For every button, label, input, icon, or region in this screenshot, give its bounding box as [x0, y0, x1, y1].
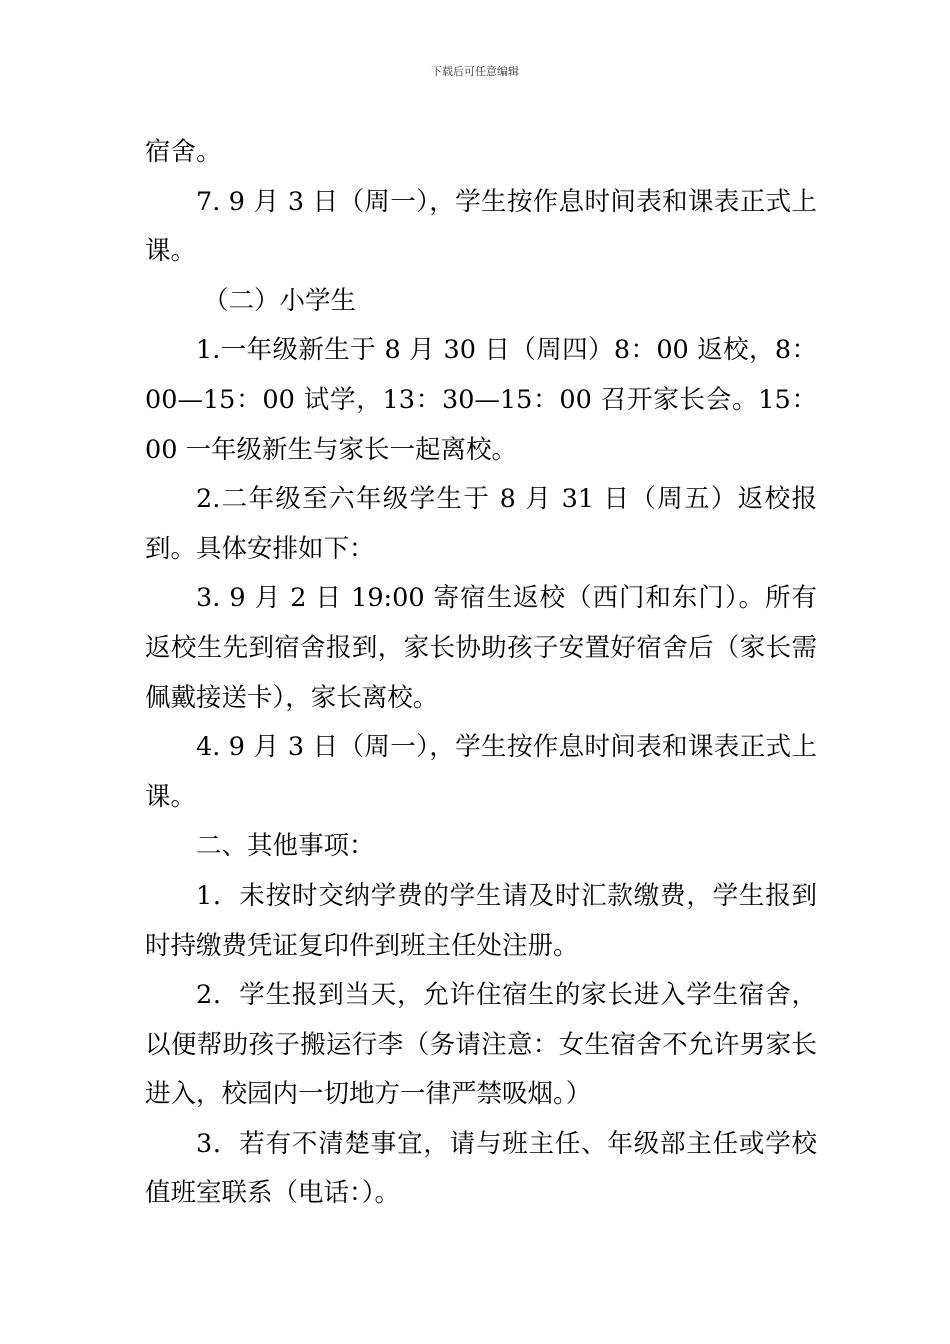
paragraph-other-item-3: 3．若有不清楚事宜，请与班主任、年级部主任或学校值班室联系（电话：）。: [145, 1128, 817, 1209]
document-body: [145, 128, 817, 1219]
paragraph-primary-item-4: 4. 9 月 3 日（周一），学生按作息时间表和课表正式上课。: [145, 732, 817, 812]
section-heading-other-matters: 二、其他事项：: [196, 831, 375, 862]
paragraph-primary-item-3: 3. 9 月 2 日 19:00 寄宿生返校（西门和东门）。所有返校生先到宿舍报到，家长协助孩子安置好宿舍后（家长需佩戴接送卡），家长离校。: [145, 583, 817, 713]
paragraph-dormitory-tail: 宿舍。: [145, 137, 222, 167]
paragraph-primary-item-1: 1.一年级新生于 8 月 30 日（周四）8：00 返校，8：00—15：00 试学，13：30—15：00 召开家长会。15：00 一年级新生与家长一起离校。: [145, 335, 817, 465]
section-heading-primary-school: （二）小学生: [203, 285, 357, 316]
paragraph-other-item-2: 2．学生报到当天，允许住宿生的家长进入学生宿舍，以便帮助孩子搬运行李（务请注意：女生宿舍不允许男家长进入，校园内一切地方一律严禁吸烟。）: [145, 980, 817, 1110]
paragraph-other-item-1: 1．未按时交纳学费的学生请及时汇款缴费，学生报到时持缴费凭证复印件到班主任处注册。: [145, 880, 817, 961]
paragraph-item-7: 7. 9 月 3 日（周一），学生按作息时间表和课表正式上课。: [145, 186, 817, 267]
page-header: 下载后可任意编辑: [431, 65, 519, 78]
paragraph-primary-item-2: 2.二年级至六年级学生于 8 月 31 日（周五）返校报到。具体安排如下：: [145, 484, 817, 564]
